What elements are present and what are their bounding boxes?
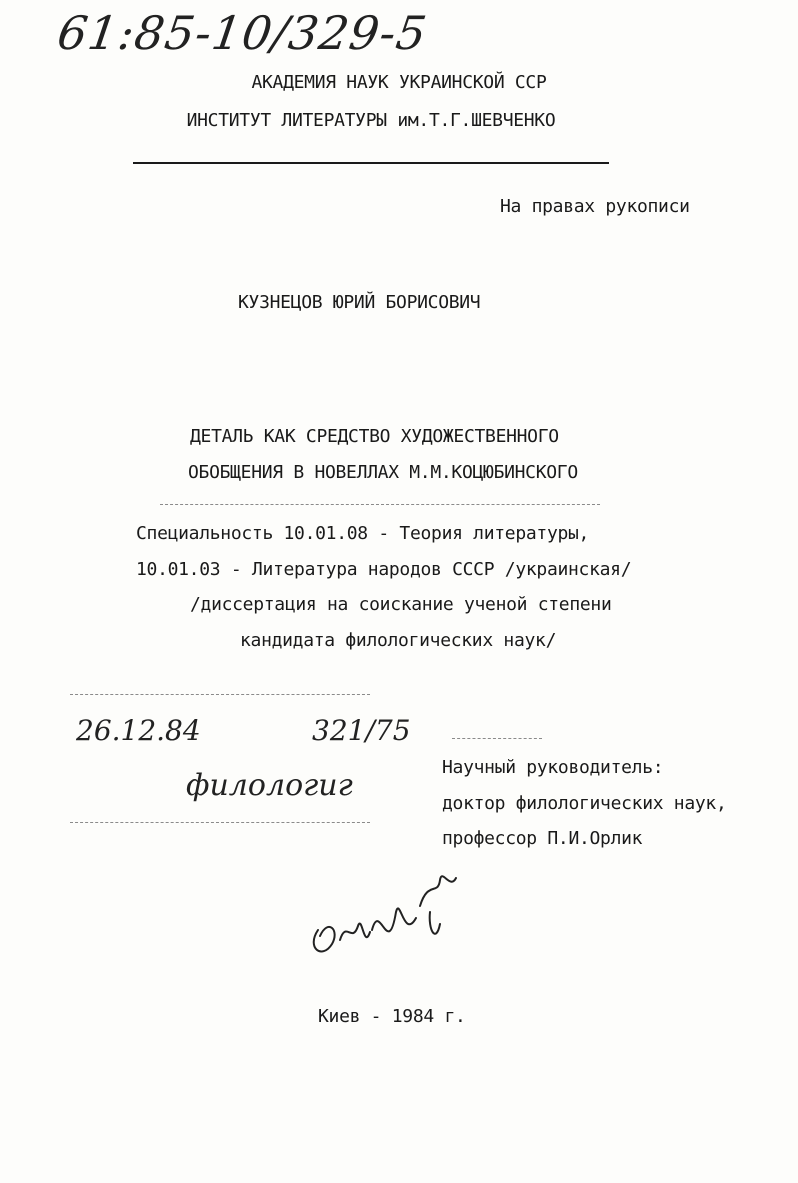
stamp-field: филологиг	[186, 768, 353, 803]
supervisor-label: Научный руководитель:	[442, 757, 664, 778]
specialty-line-3: /диссертация на соискание ученой степени	[190, 594, 612, 615]
stamp-date: 26.12.84	[76, 714, 201, 747]
supervisor-name: профессор П.И.Орлик	[442, 828, 643, 849]
title-line-1: ДЕТАЛЬ КАК СРЕДСТВО ХУДОЖЕСТВЕННОГО	[190, 426, 559, 447]
supervisor-degree: доктор филологических наук,	[442, 793, 727, 814]
stamp-number: 321/75	[312, 714, 411, 747]
institute-name: ИНСТИТУТ ЛИТЕРАТУРЫ им.Т.Г.ШЕВЧЕНКО	[186, 110, 556, 131]
specialty-line-2: 10.01.03 - Литература народов СССР /украинская/	[136, 559, 632, 580]
specialty-line-4: кандидата филологических наук/	[240, 630, 557, 651]
author-name: КУЗНЕЦОВ ЮРИЙ БОРИСОВИЧ	[238, 292, 481, 313]
title-line-2: ОБОБЩЕНИЯ В НОВЕЛЛАХ М.М.КОЦЮБИНСКОГО	[188, 462, 578, 483]
rights-note: На правах рукописи	[500, 196, 690, 217]
city-year: Киев - 1984 г.	[318, 1006, 466, 1027]
specialty-line-1: Специальность 10.01.08 - Теория литературы,	[136, 523, 590, 544]
handwritten-archive-code: 61:85-10/329-5	[54, 6, 431, 60]
academy-name: АКАДЕМИЯ НАУК УКРАИНСКОЙ ССР	[251, 72, 547, 93]
